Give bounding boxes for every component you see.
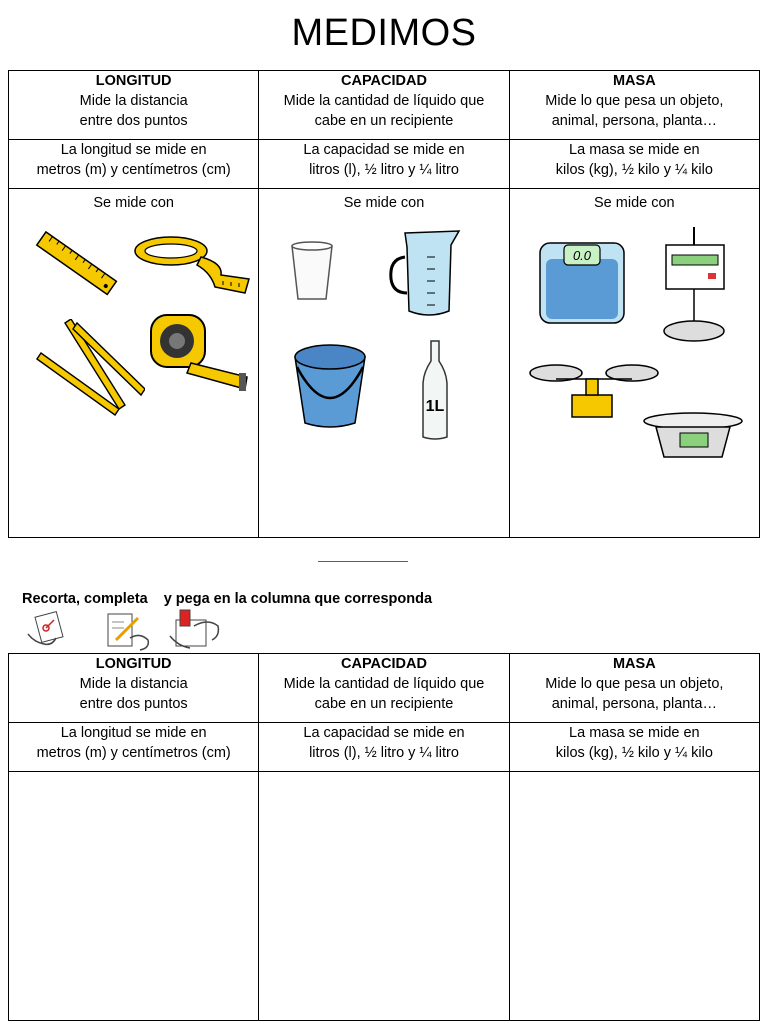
unit-row: [9, 140, 760, 189]
kitchen-scale-icon: [642, 411, 744, 463]
bathroom-scale-icon: [536, 239, 628, 327]
header-longitud: LONGITUD Mide la distancia entre dos puntos: [9, 654, 259, 723]
header-longitud: LONGITUD Mide la distancia entre dos puntos: [9, 71, 259, 140]
unit-capacidad: La capacidad se mide en litros (l), ½ litro y ¼ litro: [259, 140, 509, 189]
header-row: [9, 654, 760, 723]
instruments-row: [9, 189, 760, 538]
bottle-icon: [417, 339, 453, 443]
folding-ruler-icon: [33, 319, 145, 423]
se-mide-con-label: Se mide con: [594, 195, 675, 211]
page-title: MEDIMOS: [291, 12, 477, 54]
cut-icon: [24, 610, 70, 650]
hanging-scale-icon: [660, 225, 730, 351]
se-mide-con-label: Se mide con: [343, 195, 425, 211]
bottle-label: 1L: [425, 398, 445, 415]
glue-icon: [168, 606, 222, 652]
tape-measure-icon: [131, 229, 255, 299]
bathroom-scale-display: 0.0: [572, 248, 591, 263]
header-masa: MASA Mide lo que pesa un objeto, animal, persona, planta…: [509, 654, 759, 723]
instruction-text: Recorta, completa y pega en la columna que corresponda: [22, 591, 433, 607]
paste-area-capacidad: [259, 772, 509, 1021]
header-row: [9, 71, 760, 140]
ruler-icon: [31, 229, 121, 299]
measures-table: [8, 70, 760, 538]
paste-area-longitud: [9, 772, 259, 1021]
bucket-icon: [291, 341, 369, 429]
retractable-tape-icon: [147, 309, 251, 401]
unit-masa: La masa se mide en kilos (kg), ½ kilo y ¼ kilo: [509, 723, 759, 772]
instruments-capacidad: [259, 189, 509, 538]
header-capacidad: CAPACIDAD Mide la cantidad de líquido que cabe en un recipiente: [259, 654, 509, 723]
unit-capacidad: La capacidad se mide en litros (l), ½ litro y ¼ litro: [259, 723, 509, 772]
instruments-masa: [509, 189, 759, 538]
glass-icon: [289, 241, 335, 303]
unit-masa: La masa se mide en kilos (kg), ½ kilo y ¼ kilo: [509, 140, 759, 189]
link-underline: [318, 561, 408, 562]
header-capacidad: CAPACIDAD Mide la cantidad de líquido que cabe en un recipiente: [259, 71, 509, 140]
paste-row: [9, 772, 760, 1021]
unit-row: [9, 723, 760, 772]
unit-longitud: La longitud se mide en metros (m) y centímetros (cm): [9, 140, 259, 189]
unit-longitud: La longitud se mide en metros (m) y centímetros (cm): [9, 723, 259, 772]
instruments-longitud: [9, 189, 259, 538]
worksheet-table: [8, 653, 760, 1021]
paste-area-masa: [509, 772, 759, 1021]
measuring-jug-icon: [385, 227, 471, 323]
write-icon: [104, 610, 154, 652]
header-masa: MASA Mide lo que pesa un objeto, animal, persona, planta…: [509, 71, 759, 140]
se-mide-con-label: Se mide con: [93, 195, 174, 211]
